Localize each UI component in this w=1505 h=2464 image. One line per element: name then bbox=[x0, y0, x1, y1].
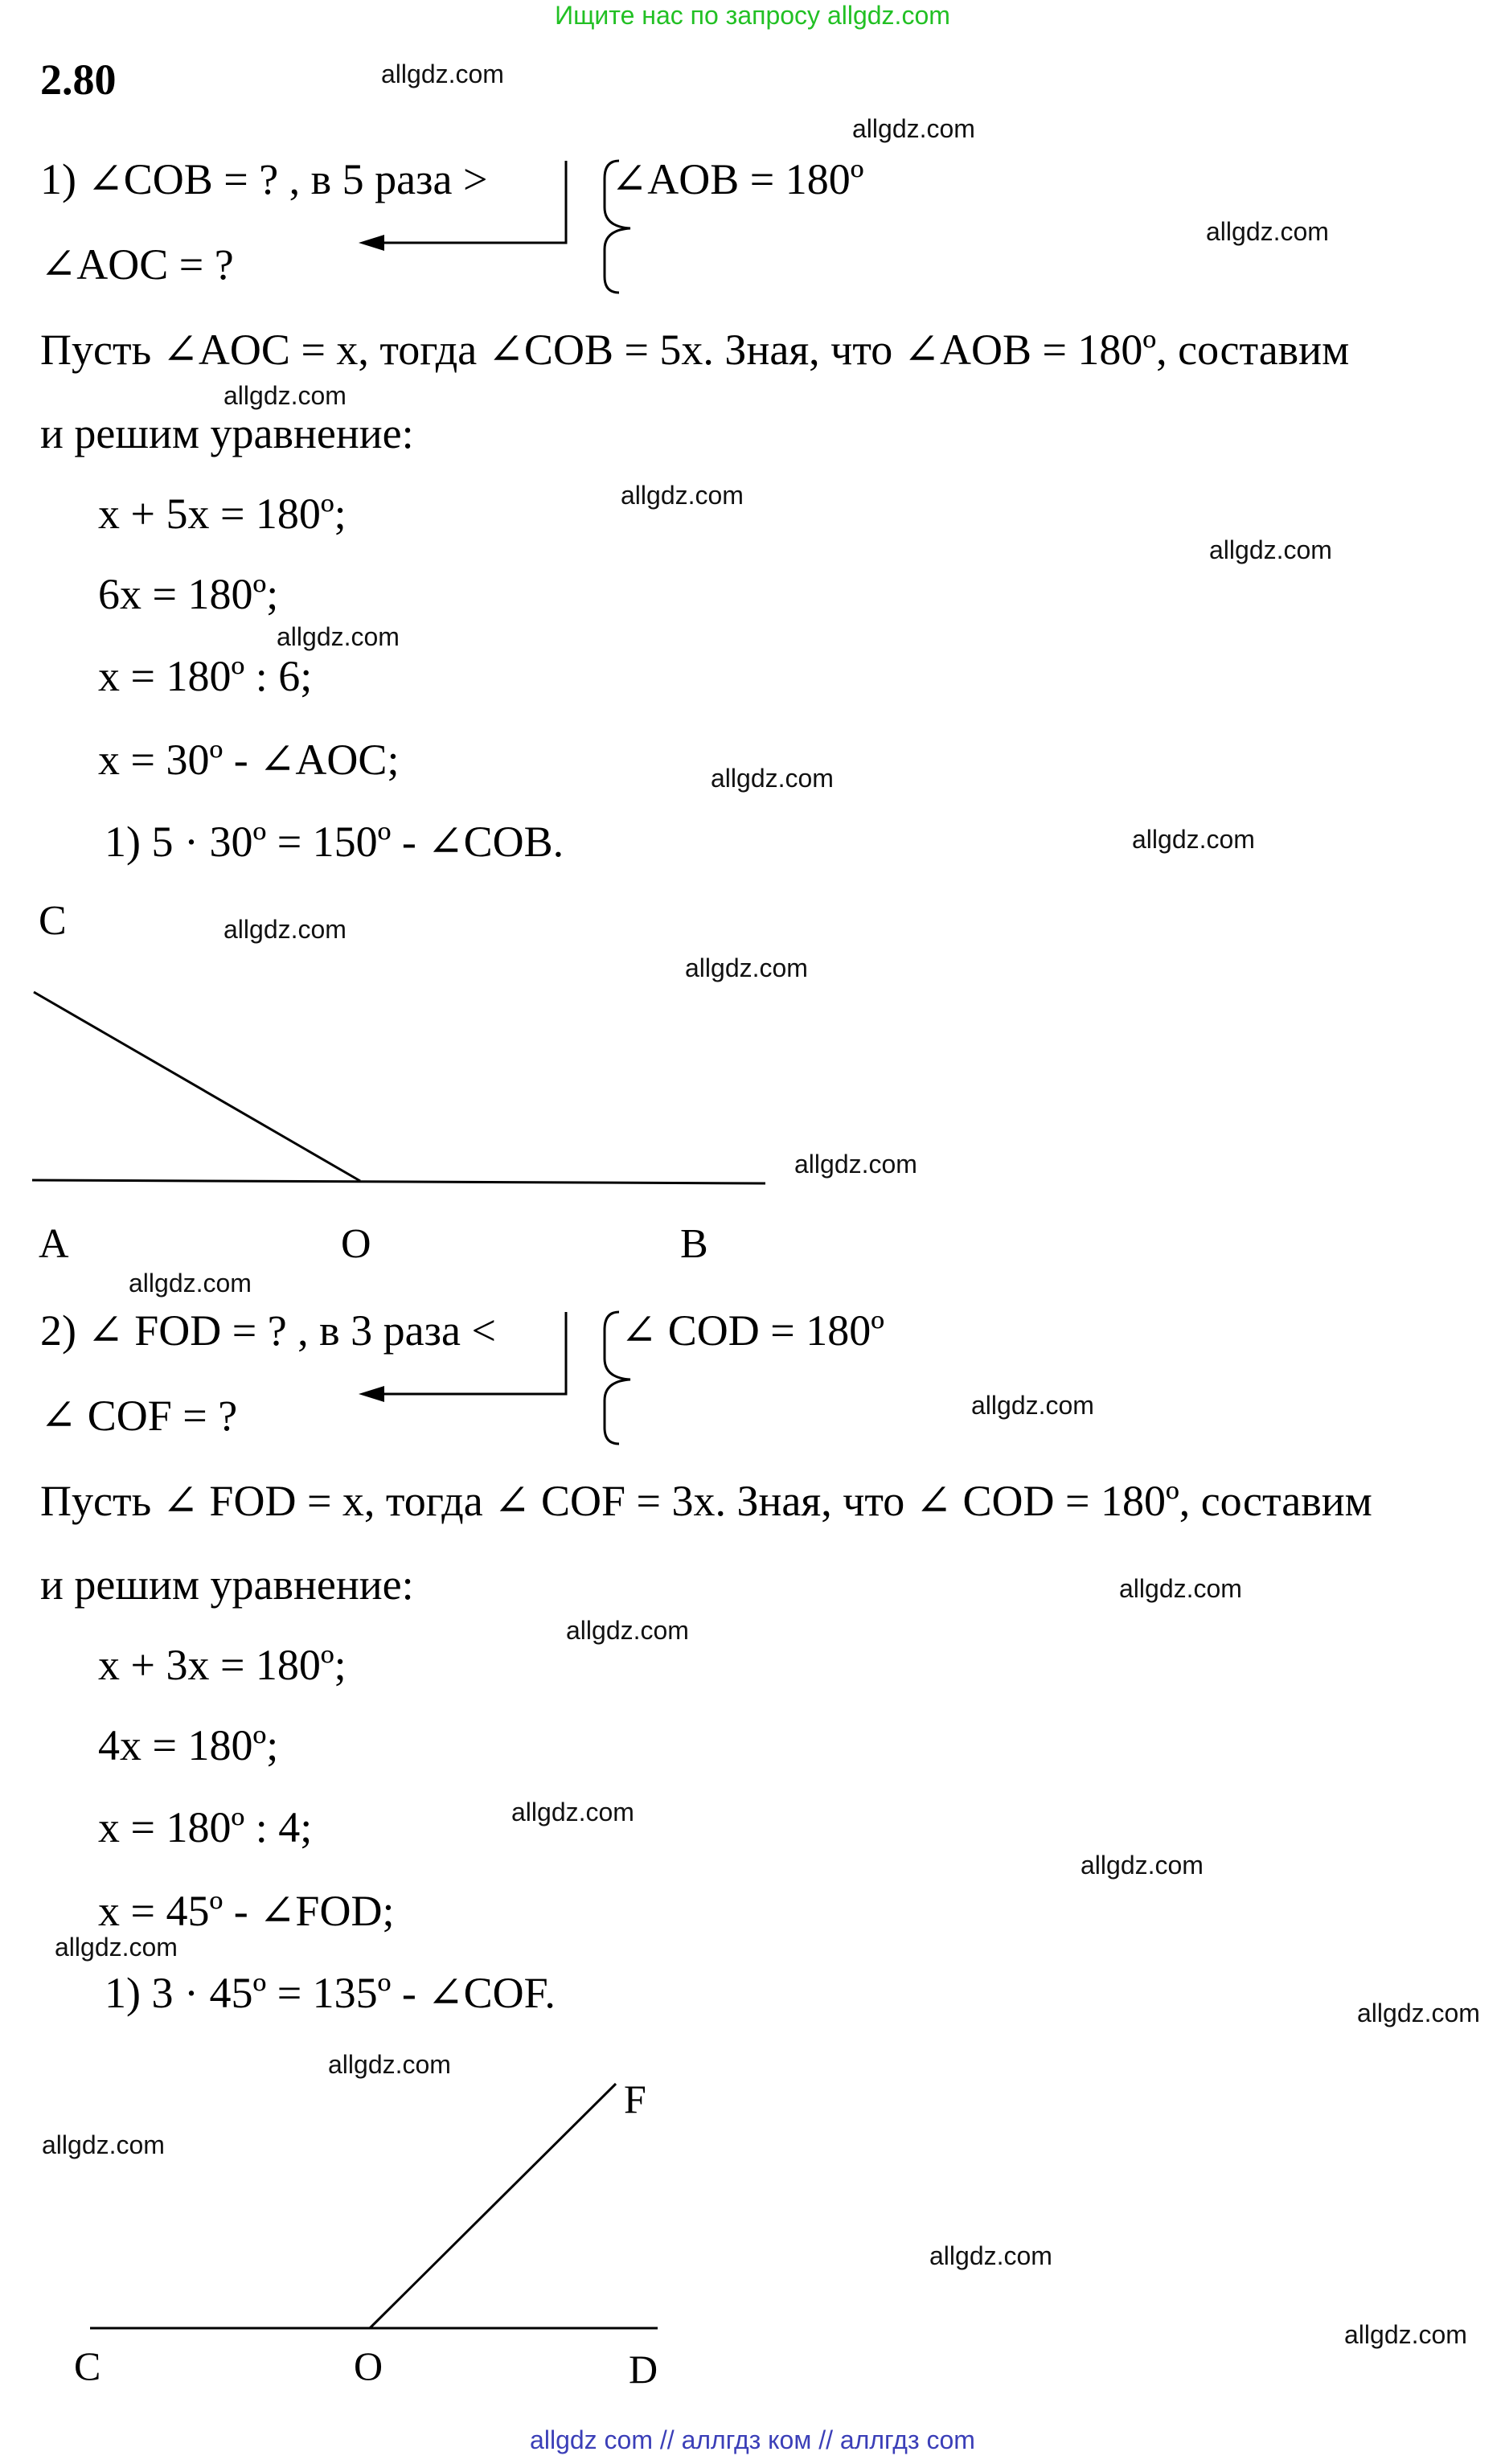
part1-equation-3: x = 180º : 6; bbox=[98, 652, 313, 700]
watermark-10: allgdz.com bbox=[223, 915, 347, 944]
part1-brace bbox=[605, 161, 630, 293]
watermark-1: allgdz.com bbox=[381, 59, 504, 88]
part1-equation-4: x = 30º - ∠AOC; bbox=[98, 736, 400, 784]
watermark-16: allgdz.com bbox=[566, 1616, 689, 1645]
problem-number: 2.80 bbox=[40, 55, 117, 104]
watermark-18: allgdz.com bbox=[1081, 1851, 1204, 1880]
part1-given-line1: 1) ∠COB = ? , в 5 раза > bbox=[40, 155, 488, 203]
watermark-22: allgdz.com bbox=[42, 2130, 165, 2159]
watermark-9: allgdz.com bbox=[1132, 825, 1255, 854]
part2-given-line1: 2) ∠ FOD = ? , в 3 раза < bbox=[40, 1306, 496, 1355]
part1-arrow bbox=[359, 161, 566, 251]
watermark-24: allgdz.com bbox=[1344, 2320, 1467, 2349]
top-banner[interactable]: Ищите нас по запросу allgdz.com bbox=[555, 1, 950, 30]
part2-label-c: C bbox=[74, 2343, 101, 2388]
watermark-4: allgdz.com bbox=[223, 381, 347, 410]
part2-ray-of bbox=[370, 2084, 616, 2328]
watermark-15: allgdz.com bbox=[1119, 1574, 1242, 1603]
part1-given-right: ∠AOB = 180º bbox=[611, 155, 864, 203]
watermark-8: allgdz.com bbox=[711, 764, 834, 793]
part1-text-line2: и решим уравнение: bbox=[40, 409, 414, 457]
part2-equation-2: 4x = 180º; bbox=[98, 1721, 279, 1769]
part2-text-line1: Пусть ∠ FOD = x, тогда ∠ COF = 3x. Зная, что ∠ COD = 180º, составим bbox=[40, 1477, 1372, 1525]
part1-equation-2: 6x = 180º; bbox=[98, 570, 279, 618]
watermark-7: allgdz.com bbox=[277, 622, 400, 651]
part2-given-line2: ∠ COF = ? bbox=[40, 1392, 238, 1440]
watermark-17: allgdz.com bbox=[511, 1798, 634, 1826]
part1-text-line1: Пусть ∠AOC = x, тогда ∠COB = 5x. Зная, что ∠AOB = 180º, составим bbox=[40, 326, 1350, 374]
watermark-2: allgdz.com bbox=[852, 114, 975, 143]
part1-ray-oc bbox=[34, 992, 360, 1181]
part1-label-b: B bbox=[680, 1221, 708, 1267]
watermark-14: allgdz.com bbox=[971, 1391, 1094, 1420]
part2-text-line2: и решим уравнение: bbox=[40, 1560, 414, 1609]
part2-brace bbox=[605, 1312, 630, 1444]
part1-equation-1: x + 5x = 180º; bbox=[98, 490, 347, 538]
watermark-6: allgdz.com bbox=[1209, 535, 1332, 564]
part2-arrow bbox=[359, 1312, 566, 1402]
part1-label-c: C bbox=[39, 898, 67, 944]
part2-label-o: O bbox=[354, 2343, 383, 2388]
watermark-3: allgdz.com bbox=[1206, 217, 1329, 246]
watermark-11: allgdz.com bbox=[685, 953, 808, 982]
part2-given-right: ∠ COD = 180º bbox=[621, 1306, 884, 1355]
watermark-12: allgdz.com bbox=[794, 1150, 917, 1179]
part1-line-ab bbox=[32, 1180, 765, 1183]
watermark-13: allgdz.com bbox=[129, 1269, 252, 1298]
watermark-5: allgdz.com bbox=[621, 481, 744, 510]
part2-equation-4: x = 45º - ∠FOD; bbox=[98, 1887, 395, 1935]
part2-equation-5: 1) 3 · 45º = 135º - ∠COF. bbox=[105, 1969, 556, 2017]
part1-label-a: A bbox=[39, 1221, 69, 1267]
watermark-21: allgdz.com bbox=[328, 2050, 451, 2079]
part2-label-d: D bbox=[629, 2347, 658, 2392]
watermark-19: allgdz.com bbox=[55, 1933, 178, 1962]
part1-equation-5: 1) 5 · 30º = 150º - ∠COB. bbox=[105, 818, 564, 866]
part2-equation-3: x = 180º : 4; bbox=[98, 1803, 313, 1851]
part1-label-o: O bbox=[341, 1221, 371, 1267]
watermark-23: allgdz.com bbox=[929, 2241, 1052, 2270]
part1-given-line2: ∠AOC = ? bbox=[40, 240, 234, 289]
bottom-banner[interactable]: allgdz com // аллгдз ком // аллгдз com bbox=[530, 2425, 975, 2454]
watermark-20: allgdz.com bbox=[1357, 1999, 1480, 2027]
part2-label-f: F bbox=[624, 2077, 646, 2122]
part2-equation-1: x + 3x = 180º; bbox=[98, 1641, 347, 1689]
